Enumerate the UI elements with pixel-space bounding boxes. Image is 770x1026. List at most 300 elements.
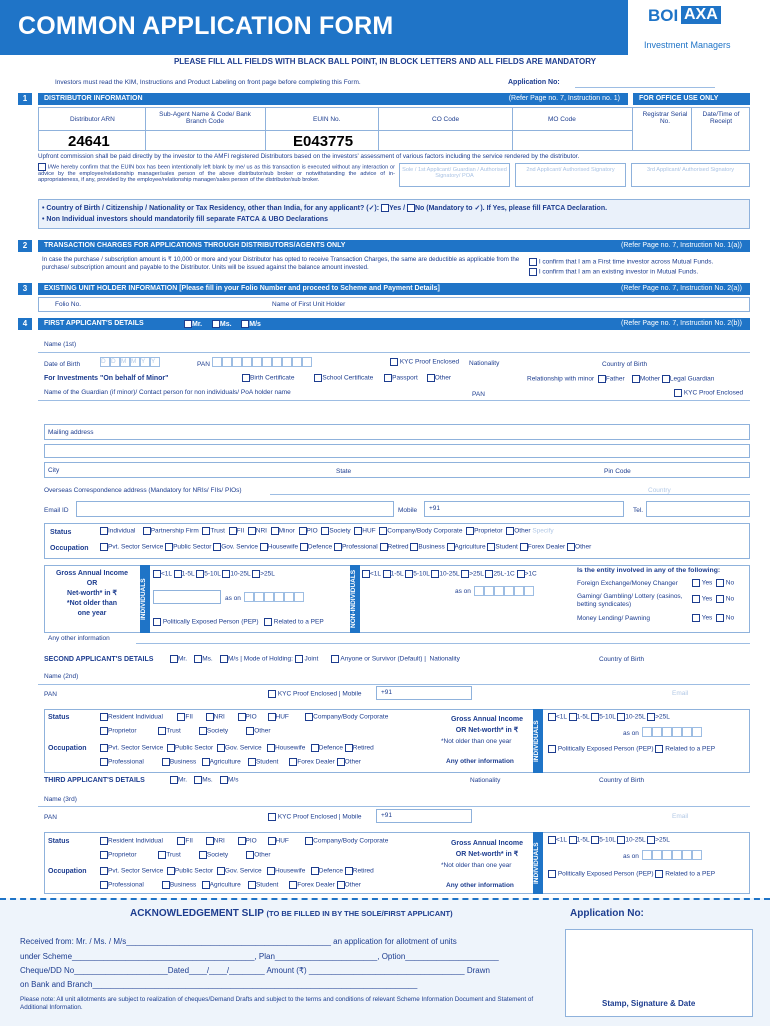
third-title-options — [170, 776, 238, 784]
occupation-option: Forex Dealer — [297, 758, 335, 766]
date-box — [672, 850, 682, 860]
kyc-third-label: KYC Proof Enclosed — [277, 813, 338, 821]
office-use-bar — [633, 93, 750, 105]
status-option: Trust — [210, 527, 225, 535]
fatca-note: • Non Individual investors should mandatorily fill separate FATCA & UBO Declarations — [42, 216, 329, 223]
occupation-checkbox[interactable] — [260, 543, 268, 551]
name-second-label: Name (2nd) — [44, 673, 79, 680]
occupation-option: Professional — [341, 543, 378, 551]
date-box — [642, 850, 652, 860]
status-option: PIO — [245, 713, 257, 721]
section-bar-first-applicant — [38, 318, 750, 330]
joint-checkbox[interactable] — [295, 655, 303, 663]
occupation-checkbox[interactable] — [202, 881, 210, 889]
tel-label: Tel. — [633, 507, 644, 514]
occupation-checkbox[interactable] — [311, 867, 319, 875]
folio-input[interactable] — [95, 297, 265, 312]
income-range-checkbox[interactable] — [548, 713, 556, 721]
occupation-checkbox[interactable] — [162, 758, 170, 766]
related-pep-checkbox[interactable] — [655, 745, 663, 753]
occupation-checkbox[interactable] — [248, 881, 256, 889]
third-status-row2 — [100, 851, 271, 859]
kyc-third: KYC Proof Enclosed | Mobile — [268, 813, 362, 821]
occupation-checkbox[interactable] — [100, 543, 108, 551]
status-checkbox[interactable] — [238, 837, 246, 845]
status-option: Society — [206, 851, 229, 859]
mobile-third-label: Mobile — [342, 813, 362, 821]
pep-first — [153, 618, 324, 626]
country-birth-third-label: Country of Birth — [599, 777, 645, 784]
occupation-checkbox[interactable] — [100, 867, 108, 875]
birth-cert-label: Birth Certificate — [250, 374, 295, 382]
income-range: <1L — [370, 570, 381, 578]
form-title: COMMON APPLICATION FORM — [18, 12, 394, 40]
third-pep — [548, 870, 715, 878]
third-occupation-row2 — [100, 881, 361, 889]
occupation-option: Housewife — [274, 867, 306, 875]
income-range: 10-25L — [230, 570, 251, 578]
status-checkbox[interactable] — [100, 727, 108, 735]
col-registrar: Registrar Serial No. — [642, 111, 688, 125]
status-specify[interactable]: Specify — [532, 527, 554, 535]
section-title: TRANSACTION CHARGES FOR APPLICATIONS THROUGH DISTRIBUTORS/AGENTS ONLY — [44, 242, 346, 249]
occupation-option: Pvt. Sector Service — [108, 543, 164, 551]
status-label: Status — [48, 838, 70, 845]
occupation-checkbox[interactable] — [334, 543, 342, 551]
divider — [378, 107, 379, 151]
occupation-option: Public Sector — [174, 744, 214, 752]
status-checkbox[interactable] — [206, 713, 214, 721]
application-no-line — [575, 87, 715, 88]
occupation-option: Housewife — [274, 744, 306, 752]
occupation-checkbox[interactable] — [345, 744, 353, 752]
status-option: NRI — [213, 837, 225, 845]
pep-checkbox[interactable] — [548, 870, 556, 878]
date-box — [652, 727, 662, 737]
occupation-checkbox[interactable] — [567, 543, 575, 551]
dob-box: Y — [140, 357, 150, 367]
as-on-date-boxes[interactable] — [244, 592, 304, 604]
income-range-checkbox[interactable] — [174, 570, 182, 578]
ack-cheque: Cheque/DD No — [20, 966, 75, 975]
signature-box-1[interactable]: Sole / 1st Applicant/ Guardian / Authorised Signatory/ POA — [399, 163, 510, 187]
or-label: OR — [86, 580, 98, 587]
status-checkbox[interactable] — [466, 527, 474, 535]
income-range: 1-5L — [576, 713, 590, 721]
occupation-option: Other — [344, 758, 361, 766]
mr-checkbox[interactable] — [170, 776, 178, 784]
ack-bank-branch: on Bank and Branch — [20, 980, 93, 989]
income-range-checkbox[interactable] — [383, 570, 391, 578]
minor-label: For Investments "On behalf of Minor" — [44, 375, 169, 382]
legal-guardian-label: Legal Guardian — [669, 375, 715, 383]
second-as-on-boxes[interactable] — [642, 727, 702, 739]
name-first-input[interactable] — [38, 352, 750, 353]
ack-drawn: Drawn — [466, 966, 490, 975]
occupation-checkbox[interactable] — [447, 543, 455, 551]
dob-boxes[interactable] — [100, 357, 160, 367]
euin-value[interactable]: E043775 — [293, 133, 354, 150]
col-arn: Distributor ARN — [70, 116, 115, 123]
mobile-label: Mobile — [398, 507, 418, 514]
second-income-label — [442, 714, 532, 736]
occupation-checkbox[interactable] — [202, 758, 210, 766]
non-as-on-date-boxes[interactable] — [474, 586, 534, 598]
pep-checkbox[interactable] — [153, 618, 161, 626]
kyc-guardian-checkbox[interactable] — [674, 389, 682, 397]
overseas-input[interactable] — [270, 494, 750, 495]
existing-checkbox[interactable] — [529, 268, 537, 276]
other-doc-checkbox[interactable] — [427, 374, 435, 382]
occupation-checkbox[interactable] — [167, 744, 175, 752]
passport-checkbox[interactable] — [384, 374, 392, 382]
income-range-checkbox[interactable] — [405, 570, 413, 578]
signature-box-3[interactable]: 3rd Applicant/ Authorised Signatory — [631, 163, 750, 187]
income-range: <1L — [556, 836, 567, 844]
occupation-checkbox[interactable] — [165, 543, 173, 551]
pan-box — [242, 357, 252, 367]
mr-label: Mr. — [178, 776, 188, 784]
occupation-option: Defence — [318, 744, 343, 752]
occupation-checkbox[interactable] — [520, 543, 528, 551]
related-pep-checkbox[interactable] — [655, 870, 663, 878]
ack-received-from: Received from: Mr. / Ms. / M/s — [20, 937, 127, 946]
kyc-second-checkbox[interactable] — [268, 690, 276, 698]
fatca-note-text: Non Individual investors should mandatorily fill separate FATCA & UBO Declarations — [46, 216, 329, 223]
first-time-checkbox[interactable] — [529, 258, 537, 266]
second-occupation-row1 — [100, 744, 374, 752]
status-option: Other — [514, 527, 531, 535]
city-row — [44, 462, 750, 478]
occupation-checkbox[interactable] — [167, 867, 175, 875]
kyc-second: KYC Proof Enclosed | Mobile — [268, 690, 362, 698]
section-bar-distributor — [38, 93, 628, 105]
euin-declaration-checkbox[interactable] — [38, 163, 46, 171]
anyone-survivor-checkbox[interactable] — [331, 655, 339, 663]
ack-line-2: under Scheme_________________________________________, Plan_______________________, Option_____________________ — [20, 952, 499, 961]
date-box — [284, 592, 294, 602]
mailing-address-input[interactable] — [44, 424, 750, 440]
date-box — [662, 850, 672, 860]
status-option: Resident Individual — [108, 837, 163, 845]
status-option: Society — [329, 527, 351, 535]
mailing-address-label: Mailing address — [48, 429, 94, 436]
pan-label: PAN — [197, 361, 210, 368]
mother-label: Mother — [639, 375, 661, 383]
ack-plan: Plan — [258, 952, 275, 961]
ack-dated: Dated — [167, 966, 190, 975]
section-number: 4 — [18, 318, 32, 330]
guardian-label: Name of the Guardian (if minor)/ Contact person for non individuals/ PoA holder name — [44, 389, 291, 396]
school-cert-label: School Certificate — [322, 374, 374, 382]
income-range: >25L — [260, 570, 275, 578]
status-checkbox[interactable] — [100, 527, 108, 535]
fatca-question-text: Country of Birth / Citizenship / Nationality or Tax Residency, other than India, for any applicant? (✓): — [46, 205, 380, 212]
income-range: 5-10L — [599, 713, 616, 721]
occupation-label: Occupation — [48, 868, 87, 875]
status-checkbox[interactable] — [100, 713, 108, 721]
status-checkbox[interactable] — [143, 527, 151, 535]
one-year-label: one year — [77, 610, 107, 617]
pan-third-label: PAN — [44, 814, 57, 821]
occupation-checkbox[interactable] — [213, 543, 221, 551]
section-title: EXISTING UNIT HOLDER INFORMATION [Please fill in your Folio Number and proceed to Scheme and Payment Details] — [44, 285, 440, 292]
non-individuals-label: NON-INDIVIDUALS — [350, 565, 360, 633]
other-info-label: Any other information — [48, 635, 110, 642]
status-option: FII — [185, 837, 193, 845]
section-number: 2 — [18, 240, 32, 252]
occupation-checkbox[interactable] — [300, 543, 308, 551]
occupation-checkbox[interactable] — [267, 867, 275, 875]
status-option: Company/Body Corporate — [313, 837, 389, 845]
date-box — [672, 727, 682, 737]
legal-guardian-checkbox[interactable] — [662, 375, 670, 383]
ack-please-note: Please note: All unit allotments are subject to realization of cheques/Demand Drafts and subject to the terms and conditions of relevant Scheme Information Document and Statement of Additional Information. — [20, 996, 534, 1011]
date-box — [474, 586, 484, 596]
income-range-checkbox[interactable] — [517, 570, 525, 578]
email-input[interactable] — [76, 501, 394, 517]
title-options — [184, 320, 261, 328]
status-option: HUF — [275, 837, 289, 845]
ms-checkbox[interactable] — [212, 320, 220, 328]
no-checkbox[interactable] — [716, 595, 724, 603]
name-third-input[interactable] — [38, 806, 750, 807]
no-checkbox[interactable] — [716, 579, 724, 587]
status-checkbox[interactable] — [248, 527, 256, 535]
euin-declaration — [38, 163, 395, 184]
income-range-checkbox[interactable] — [196, 570, 204, 578]
third-as-on-boxes[interactable] — [642, 850, 702, 862]
income-range-checkbox[interactable] — [362, 570, 370, 578]
mailing-address-line2[interactable] — [44, 444, 750, 458]
m-s-checkbox[interactable] — [220, 776, 228, 784]
m-s-checkbox[interactable] — [220, 655, 228, 663]
nationality-first-label: Nationality — [469, 360, 500, 367]
status-checkbox[interactable] — [238, 713, 246, 721]
third-applicant-title: THIRD APPLICANT'S DETAILS — [44, 777, 145, 784]
ack-allotment: an application for allotment of units — [333, 937, 457, 946]
status-checkbox[interactable] — [271, 527, 279, 535]
father-checkbox[interactable] — [598, 375, 606, 383]
ms-label: Ms. — [219, 320, 232, 328]
occupation-checkbox[interactable] — [345, 867, 353, 875]
occupation-checkbox[interactable] — [311, 744, 319, 752]
as-on-label: as on — [225, 595, 241, 602]
date-box — [662, 727, 672, 737]
folio-label: Folio No. — [55, 301, 82, 308]
status-checkbox[interactable] — [199, 851, 207, 859]
status-checkbox[interactable] — [305, 713, 313, 721]
occupation-label: Occupation — [50, 545, 89, 552]
income-range-checkbox[interactable] — [153, 570, 161, 578]
status-checkbox[interactable] — [206, 837, 214, 845]
status-checkbox[interactable] — [299, 527, 307, 535]
mr-checkbox[interactable] — [184, 320, 192, 328]
no-label: No — [725, 595, 735, 603]
status-checkbox[interactable] — [100, 837, 108, 845]
fatca-yes-label: Yes / — [389, 205, 406, 212]
section-ref: (Refer Page no. 7, Instruction no. 1) — [508, 95, 620, 102]
yes-checkbox[interactable] — [692, 614, 700, 622]
first-unit-holder-input[interactable] — [360, 297, 748, 312]
income-range: 5-10L — [204, 570, 221, 578]
status-option: Other — [254, 851, 271, 859]
individual-income-ranges — [153, 570, 275, 578]
yes-checkbox[interactable] — [692, 579, 700, 587]
email-second-placeholder[interactable]: Email — [672, 690, 689, 697]
guardian-input[interactable] — [38, 400, 750, 401]
occupation-checkbox[interactable] — [100, 744, 108, 752]
lending-yes-no — [692, 614, 734, 622]
col-mo: MO Code — [548, 116, 576, 123]
date-box — [642, 727, 652, 737]
pan-box — [222, 357, 232, 367]
date-box — [274, 592, 284, 602]
status-checkbox[interactable] — [199, 727, 207, 735]
pep-checkbox[interactable] — [548, 745, 556, 753]
occupation-checkbox[interactable] — [380, 543, 388, 551]
income-range: >25L — [655, 836, 670, 844]
related-pep-label: Related to a PEP — [665, 870, 716, 878]
involved-label: Is the entity involved in any of the following: — [577, 567, 721, 574]
mobile-second-input[interactable] — [376, 686, 472, 700]
status-checkbox[interactable] — [268, 837, 276, 845]
pep-label: Politically Exposed Person (PEP) — [557, 870, 654, 878]
status-option: Society — [206, 727, 229, 735]
second-income-ranges — [548, 713, 670, 721]
existing-label: I confirm that I am an existing investor in Mutual Funds. — [538, 268, 699, 276]
occupation-option: Agriculture — [209, 881, 241, 889]
occupation-checkbox[interactable] — [100, 881, 108, 889]
income-range: >1C — [524, 570, 537, 578]
occupation-checkbox[interactable] — [267, 744, 275, 752]
income-range-checkbox[interactable] — [548, 836, 556, 844]
occupation-option: Defence — [307, 543, 333, 551]
logo-axa: AXA — [681, 6, 721, 24]
occupation-checkbox[interactable] — [217, 744, 225, 752]
status-option: Partnership Firm — [150, 527, 199, 535]
occupation-checkbox[interactable] — [337, 758, 345, 766]
kyc-third-checkbox[interactable] — [268, 813, 276, 821]
joint-label: Joint — [304, 655, 319, 663]
occupation-checkbox[interactable] — [100, 758, 108, 766]
pan-boxes[interactable] — [212, 357, 312, 369]
third-as-on-label: as on — [623, 853, 639, 860]
mobile-input[interactable] — [424, 501, 624, 517]
status-checkbox[interactable] — [229, 527, 237, 535]
no-label: No — [725, 614, 735, 622]
name-second-input[interactable] — [38, 684, 750, 685]
occupation-option: Forex Dealer — [297, 881, 335, 889]
income-range-checkbox[interactable] — [591, 713, 599, 721]
mr-checkbox[interactable] — [170, 655, 178, 663]
occupation-checkbox[interactable] — [162, 881, 170, 889]
occupation-checkbox[interactable] — [217, 867, 225, 875]
ack-title-sub: (TO BE FILLED IN BY THE SOLE/FIRST APPLICANT) — [266, 909, 453, 918]
ack-amount: Amount (₹) — [266, 966, 307, 975]
passport-label: Passport — [392, 374, 418, 382]
occupation-option: Other — [575, 543, 592, 551]
kyc-first-checkbox[interactable] — [390, 358, 398, 366]
occupation-options — [100, 543, 591, 551]
date-box — [294, 592, 304, 602]
mother-checkbox[interactable] — [632, 375, 640, 383]
kyc-second-label: KYC Proof Enclosed — [277, 690, 338, 698]
date-box — [254, 592, 264, 602]
kyc-guardian — [674, 389, 743, 397]
fatca-yes-checkbox[interactable] — [381, 204, 389, 212]
other-doc-label: Other — [434, 374, 452, 382]
status-option: Minor — [278, 527, 295, 535]
occupation-option: Housewife — [267, 543, 299, 551]
signature-box-2[interactable]: 2nd Applicant/ Authorised Signatory — [515, 163, 626, 187]
fatca-no-checkbox[interactable] — [407, 204, 415, 212]
divider — [38, 130, 632, 131]
yes-label: Yes — [701, 595, 713, 603]
income-range-checkbox[interactable] — [591, 836, 599, 844]
status-label: Status — [50, 529, 72, 536]
euin-declaration-text: I/We hereby confirm that the EUIN box has been intentionally left blank by me/ us as this transaction is executed without any interaction or advice by the employee/relationship manager/sales person of the above distributor/sub broker or notwithstanding the advice of in-appropriateness, if any, provided by the employee/relationship manager/sales person of the distributor/sub broker. — [38, 164, 395, 184]
individual-networth-input[interactable] — [153, 590, 221, 604]
status-option: PIO — [306, 527, 318, 535]
pep-label: Politically Exposed Person (PEP) — [162, 618, 259, 626]
section-ref: (Refer Page no. 7, Instruction No. 1(a)) — [621, 242, 742, 249]
email-third-placeholder[interactable]: Email — [672, 813, 689, 820]
occupation-option: Professional — [108, 881, 144, 889]
occupation-checkbox[interactable] — [337, 881, 345, 889]
status-checkbox[interactable] — [305, 837, 313, 845]
col-subagent: Sub-Agent Name & Code/ Bank Branch Code — [159, 111, 251, 125]
yes-label: Yes — [701, 579, 713, 587]
occupation-checkbox[interactable] — [248, 758, 256, 766]
tel-input[interactable] — [646, 501, 750, 517]
section-number: 1 — [18, 93, 32, 105]
birth-cert-checkbox[interactable] — [242, 374, 250, 382]
income-range: 1-5L — [181, 570, 195, 578]
divider — [691, 107, 692, 151]
fatca-no-label: No (Mandatory to ✓). If Yes, please fill FATCA Declaration. — [414, 205, 608, 212]
income-range: 10-25L — [625, 836, 646, 844]
income-range-checkbox[interactable] — [569, 836, 577, 844]
father-label: Father — [605, 375, 625, 383]
kyc-guardian-label: KYC Proof Enclosed — [683, 389, 744, 397]
section-title: DISTRIBUTOR INFORMATION — [44, 95, 143, 102]
divider — [145, 107, 146, 151]
ack-title — [130, 908, 453, 919]
status-checkbox[interactable] — [100, 851, 108, 859]
second-other-info: Any other information — [446, 758, 514, 765]
related-pep-checkbox[interactable] — [264, 618, 272, 626]
dob-box: Y — [150, 357, 160, 367]
status-option: Trust — [166, 727, 181, 735]
second-applicant-title: SECOND APPLICANT'S DETAILS — [44, 656, 154, 663]
mobile-third-input[interactable] — [376, 809, 472, 823]
gross-annual-income: Gross Annual Income — [450, 840, 524, 847]
application-no-label: Application No: — [508, 79, 560, 86]
no-checkbox[interactable] — [716, 614, 724, 622]
distributor-arn-value[interactable]: 24641 — [68, 133, 110, 150]
income-range-checkbox[interactable] — [569, 713, 577, 721]
yes-checkbox[interactable] — [692, 595, 700, 603]
other-info-input[interactable] — [136, 643, 750, 644]
dob-box: M — [120, 357, 130, 367]
first-unit-holder-label: Name of First Unit Holder — [272, 301, 346, 308]
income-range: 1-5L — [390, 570, 404, 578]
mobile-second-label: Mobile — [342, 690, 362, 698]
nationality-third-label: Nationality — [470, 777, 501, 784]
status-checkbox[interactable] — [268, 713, 276, 721]
occupation-option: Agriculture — [209, 758, 241, 766]
